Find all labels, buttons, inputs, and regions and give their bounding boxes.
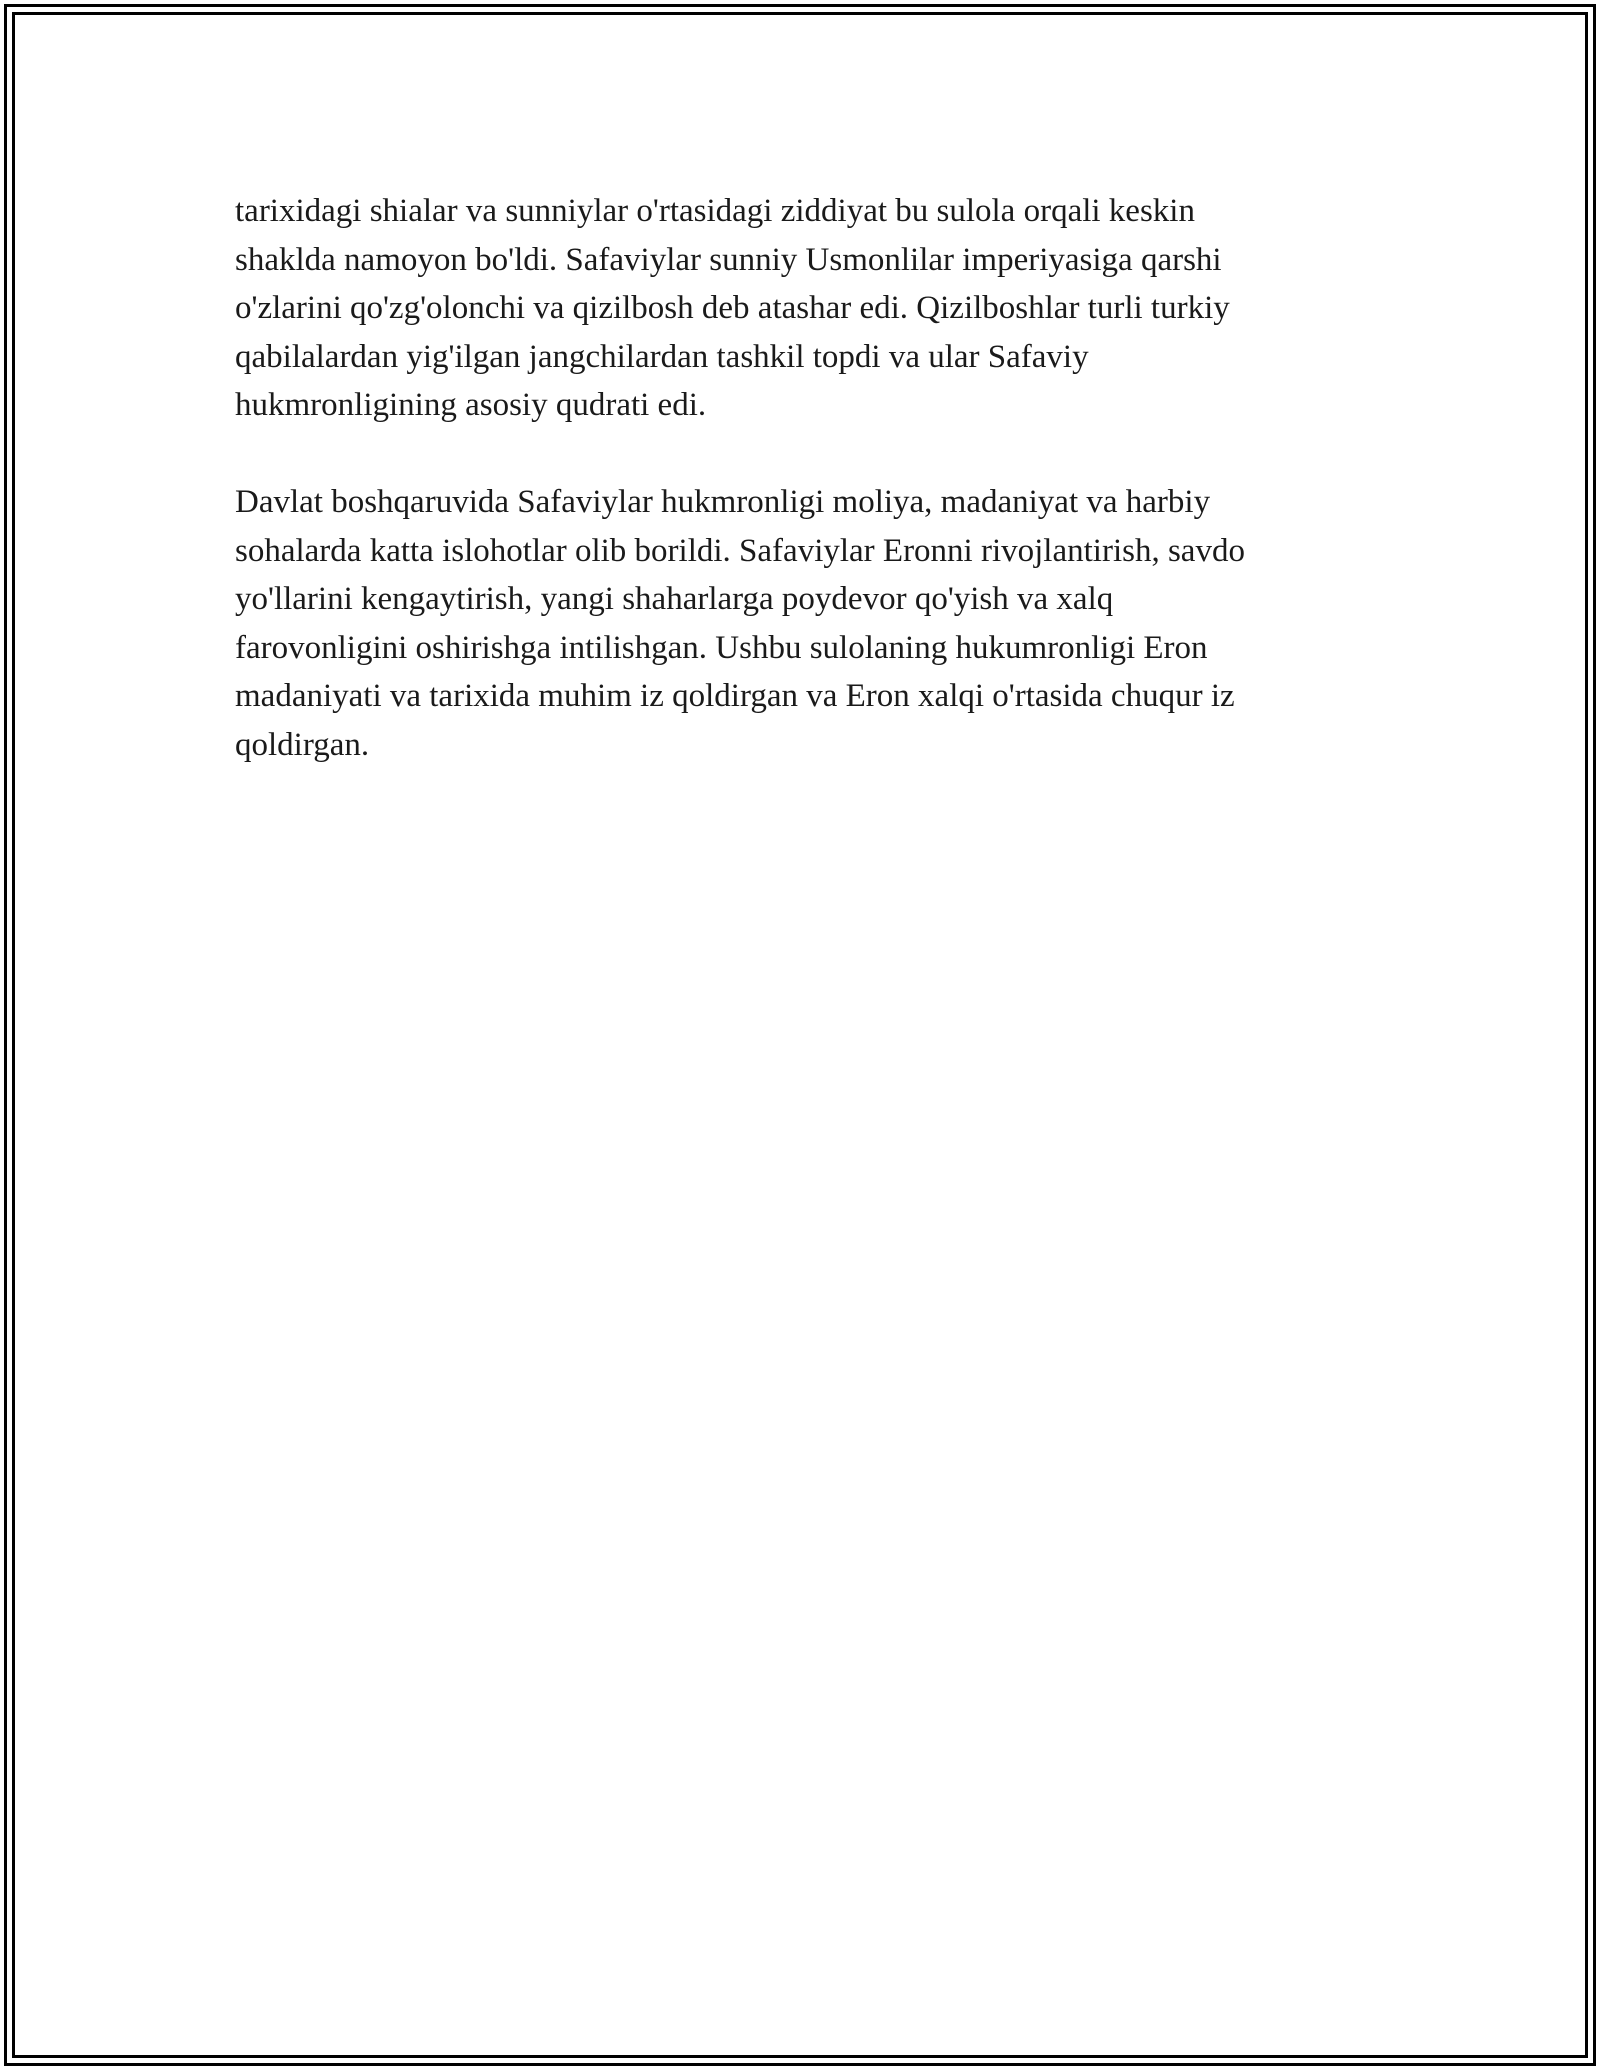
text-line: farovonligini oshirishga intilishgan. Ushbu sulolaning hukumronligi Eron (235, 629, 1208, 666)
text-line: madaniyati va tarixida muhim iz qoldirgan va Eron xalqi o'rtasida chuqur iz (235, 678, 1235, 714)
text-line: o'zlarini qo'zg'olonchi va qizilbosh deb atashar edi. Qizilboshlar turli turkiy (235, 290, 1230, 326)
text-line: Davlat boshqaruvida Safaviylar hukmronligi moliya, madaniyat va harbiy (235, 484, 1211, 520)
text-line: tarixidagi shialar va sunniylar o'rtasidagi ziddiyat bu sulola orqali keskin (235, 193, 1195, 229)
document-body (235, 187, 1365, 818)
text-line: hukmronligining asosiy qudrati edi. (235, 387, 707, 423)
text-line: sohalarda katta islohotlar olib borildi. Safaviylar Eronni rivojlantirish, savdo (235, 532, 1245, 569)
paragraph-2 (235, 478, 1365, 769)
text-line: qabilalardan yig'ilgan jangchilardan tashkil topdi va ular Safaviy (235, 338, 1089, 375)
text-line: shaklda namoyon bo'ldi. Safaviylar sunniy Usmonlilar imperiyasiga qarshi (235, 241, 1222, 278)
paragraph-1 (235, 187, 1365, 430)
text-line: yo'llarini kengaytirish, yangi shaharlarga poydevor qo'yish va xalq (235, 581, 1114, 617)
text-line: qoldirgan. (235, 726, 370, 763)
